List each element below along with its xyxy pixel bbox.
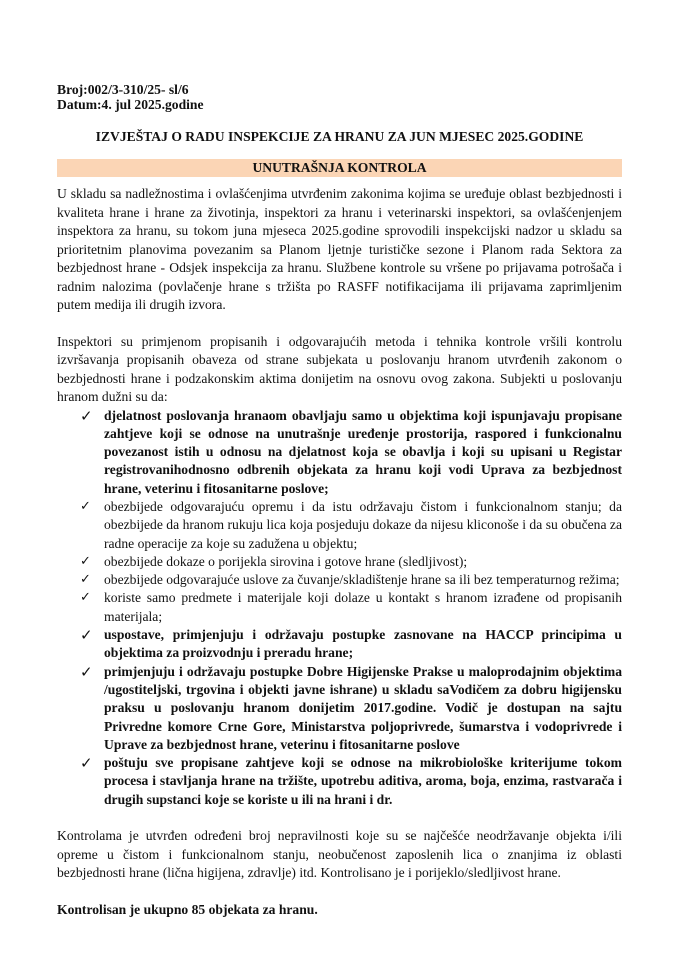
obligation-text: poštuju sve propisane zahtjeve koji se odnose na mikrobiološke kriterijume tokom procesa i stavljanja hrane na tržište, upotrebu aditiva, aroma, boja, enzima, rastvarača i drugih supstanci koje se koriste u ili na hrani i dr. <box>104 755 622 807</box>
obligation-text: koriste samo predmete i materijale koji dolaze u kontakt s hranom izrađene od propisanih materijala; <box>104 590 622 624</box>
checkmark-icon: ✓ <box>80 572 91 588</box>
checkmark-icon: ✓ <box>80 754 93 773</box>
obligation-item <box>80 571 622 589</box>
summary-line: Kontrolisan je ukupno 85 objekata za hranu. <box>57 901 318 917</box>
checkmark-icon: ✓ <box>80 498 91 514</box>
obligation-text: obezbijede odgovarajuće uslove za čuvanje/skladištenje hrane sa ili bez temperaturnog režima; <box>104 572 620 588</box>
obligation-text: obezbijede odgovarajuću opremu i da istu održavaju čistom i funkcionalnom stanju; da obezbijede da hranom rukuju lica koja posjeduju dokaze da nijesu kliconoše i da su obučena za radne operacije za koje su zadužena u objektu; <box>104 498 622 551</box>
checkmark-icon: ✓ <box>80 590 91 606</box>
obligation-text: primjenjuju i održavaju postupke Dobre Higijenske Prakse u maloprodajnim objektima /ugostiteljski, trgovina i objekti javne ishrane) u skladu saVodičem za dobru higijensku praksu u poslovanju hranom donijetim 2017.godine. Vodič je dostupan na sajtu Privredne komore Crne Gore, Ministarstva poljoprivrede, šumarstva i vodoprivrede i Uprave za bezbjednost hrane, veterinu i fitosanitarne poslove <box>104 663 622 752</box>
checkmark-icon: ✓ <box>80 553 91 569</box>
obligations-list <box>57 407 622 810</box>
checkmark-icon: ✓ <box>80 406 93 425</box>
obligation-item <box>80 626 622 663</box>
obligation-text: djelatnost poslovanja hranaom obavljaju samo u objektima koji ispunjavaju propisane zahtjeve koji se odnose na unutrašnje uređenje prostorija, raspored i funkcionalnu povezanost istih u odnosu na djelatnost koja se obavlja i koji su upisani u Registar registrovanihodnosno odbrenih objekata za hranu koji vodi Uprava za bezbjednost hrane, veterinu i fitosanitarne poslove; <box>104 407 622 496</box>
obligation-item <box>80 754 622 809</box>
obligation-item <box>80 589 622 626</box>
obligation-text: obezbijede dokaze o porijekla sirovina i gotove hrane (sledljivost); <box>104 553 468 569</box>
obligation-item <box>80 498 622 553</box>
section-heading: UNUTRAŠNJA KONTROLA <box>57 159 622 177</box>
report-title: IZVJEŠTAJ O RADU INSPEKCIJE ZA HRANU ZA JUN MJESEC 2025.GODINE <box>95 129 584 144</box>
obligation-item <box>80 553 622 571</box>
obligation-item <box>80 406 622 498</box>
obligation-item <box>80 662 622 754</box>
findings-paragraph: Kontrolama je utvrđen određeni broj nepravilnosti koje su se najčešće neodržavanje objekta i/ili opreme u čistom i funkcionalnom stanju, neobučenost zaposlenih lica o znanjima iz oblasti bezbjednosti hrane (lična higijena, zdravlje) itd. Kontrolisano je i porijeklo/sledljivost hrane. <box>57 828 622 881</box>
document-date: Datum:4. jul 2025.godine <box>57 97 204 112</box>
obligations-intro-paragraph: Inspektori su primjenom propisanih i odgovarajućih metoda i tehnika kontrole vršili kontrolu izvršavanja propisanih obaveza od strane subjekata u poslovanju hranom utvrđenih zakonom o bezbjednosti hrane i podzakonskim aktima donijetim na osnovu ovog zakona. Subjekti u poslovanju hranom dužni su da: <box>57 333 622 404</box>
checkmark-icon: ✓ <box>80 626 93 645</box>
intro-paragraph: U skladu sa nadležnostima i ovlašćenjima utvrđenim zakonima kojima se uređuje oblast bezbjednosti i kvaliteta hrane i hrane za životinja, inspektori za hranu i veterinarski inspektori, sa ovlašćenjenjem inspektora za hranu, su tokom juna mjeseca 2025.godine sprovodili inspekcijski nadzor u skladu sa prioritetnim planovima povezanim sa Planom ljetnje turističke sezone i Planom rada Sektora za bezbjednost hrane - Odsjek inspekcija za hranu. Službene kontrole su vršene po prijavama potrošača i radnim nalozima (povlačenje hrane s tržišta po RASFF notifikacijama ili prijavama zaprimljenim putem medija ili drugih izvora. <box>57 186 622 312</box>
obligation-text: uspostave, primjenjuju i održavaju postupke zasnovane na HACCP principima u objektima za proizvodnju i preradu hrane; <box>104 627 622 661</box>
checkmark-icon: ✓ <box>80 662 93 681</box>
document-number: Broj:002/3-310/25- sl/6 <box>57 82 189 97</box>
